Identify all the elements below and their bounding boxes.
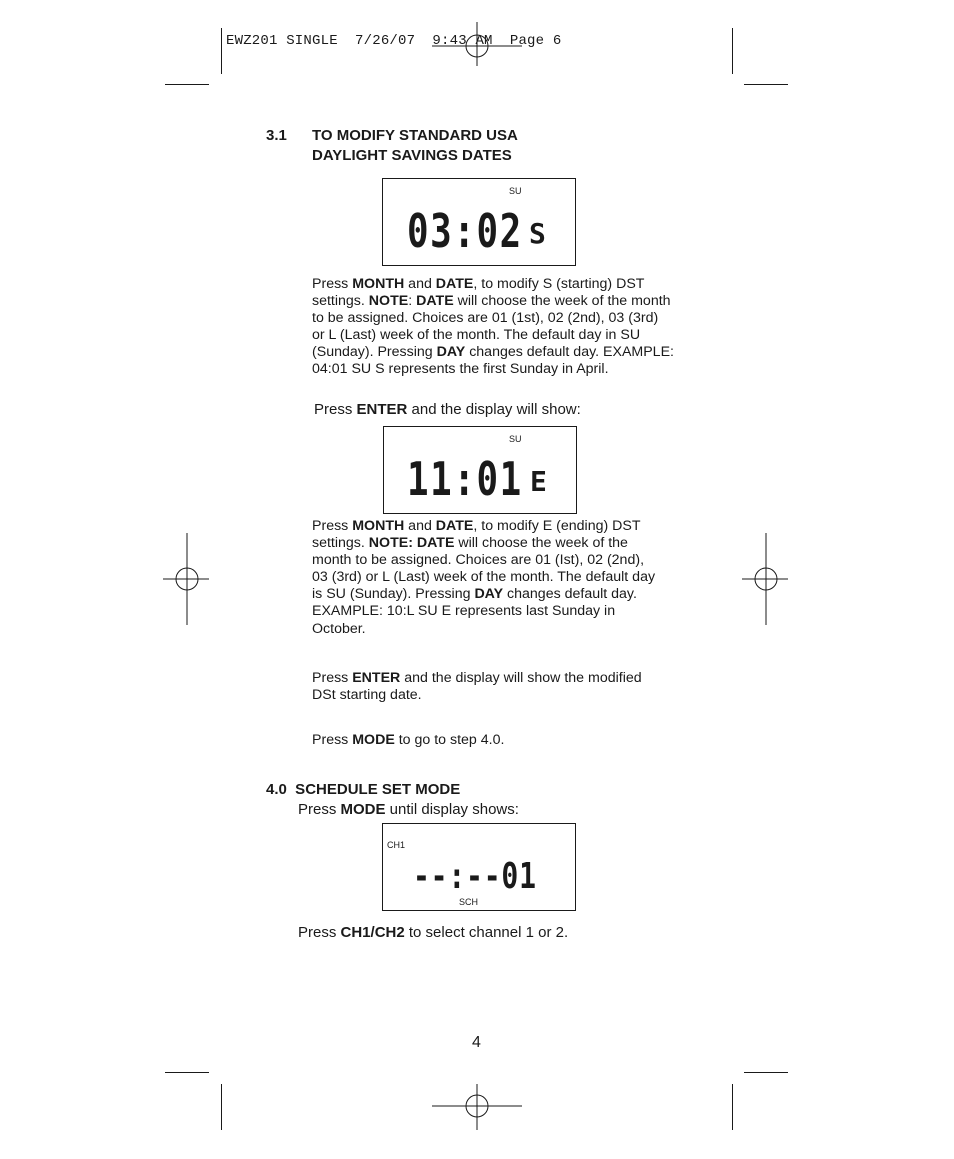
instruction-paragraph — [312, 670, 642, 704]
registration-mark-icon — [742, 533, 790, 625]
lcd-display-schedule — [382, 823, 576, 911]
crop-mark — [221, 28, 222, 74]
crop-mark — [165, 1072, 209, 1073]
crop-mark — [744, 84, 788, 85]
crop-mark — [732, 1084, 733, 1130]
paragraph-line: or L (Last) week of the month. The default day in SU — [312, 327, 641, 344]
section-title-line: TO MODIFY STANDARD USA — [312, 127, 518, 144]
instruction-paragraph — [312, 276, 674, 379]
instruction-line: Press ENTER and the display will show: — [314, 401, 581, 418]
instruction-paragraph — [312, 518, 655, 638]
instruction-line: Press MODE to go to step 4.0. — [312, 732, 505, 748]
day-indicator: SU — [509, 434, 522, 444]
dst-suffix: E — [530, 465, 547, 498]
registration-mark-icon — [432, 1084, 524, 1132]
crop-mark — [165, 84, 209, 85]
crop-mark — [732, 28, 733, 74]
instruction-line: Press CH1/CH2 to select channel 1 or 2. — [298, 924, 569, 941]
paragraph-line: to be assigned. Choices are 01 (1st), 02 (2nd), 03 (3rd) — [312, 310, 659, 327]
paragraph-line: 03 (3rd) or L (Last) week of the month. The default day — [312, 569, 656, 586]
crop-mark — [221, 1084, 222, 1130]
section-title — [312, 126, 518, 166]
channel-indicator: CH1 — [387, 840, 406, 850]
paragraph-line: EXAMPLE: 10:L SU E represents last Sunday in — [312, 603, 616, 620]
schedule-indicator: SCH — [459, 897, 479, 907]
instruction-line: Press MODE until display shows: — [298, 801, 519, 818]
lcd-display-start — [382, 178, 576, 266]
paragraph-line: month to be assigned. Choices are 01 (Ist), 02 (2nd), — [312, 552, 645, 569]
time-digits: 11:01 — [407, 452, 523, 506]
paragraph-line: settings. NOTE: DATE will choose the week of the — [312, 535, 628, 552]
paragraph-line: 04:01 SU S represents the first Sunday in April. — [312, 361, 609, 378]
schedule-digits: --:--01 — [413, 856, 537, 897]
paragraph-line: Press ENTER and the display will show the modified — [312, 670, 642, 686]
paragraph-line: is SU (Sunday). Pressing DAY changes default day. — [312, 586, 637, 603]
paragraph-line: October. — [312, 620, 366, 637]
page-number: 4 — [472, 1034, 481, 1051]
day-indicator: SU — [509, 186, 522, 196]
registration-mark-icon — [163, 533, 211, 625]
crop-mark — [744, 1072, 788, 1073]
lcd-display-end — [383, 426, 577, 514]
section-title-line: DAYLIGHT SAVINGS DATES — [312, 147, 512, 164]
paragraph-line: Press MONTH and DATE, to modify E (ending) DST — [312, 518, 641, 534]
print-slug-header: EWZ201 SINGLE 7/26/07 9:43 AM Page 6 — [226, 33, 562, 49]
dst-suffix: S — [529, 217, 546, 250]
registration-mark-icon — [432, 22, 524, 66]
paragraph-line: settings. NOTE: DATE will choose the week of the month — [312, 293, 671, 310]
paragraph-line: Press MONTH and DATE, to modify S (starting) DST — [312, 276, 645, 292]
section-number: 3.1 — [266, 127, 287, 144]
paragraph-line: DSt starting date. — [312, 687, 422, 704]
time-digits: 03:02 — [407, 204, 523, 258]
section-title: 4.0 SCHEDULE SET MODE — [266, 781, 461, 798]
paragraph-line: (Sunday). Pressing DAY changes default day. EXAMPLE: — [312, 344, 674, 361]
